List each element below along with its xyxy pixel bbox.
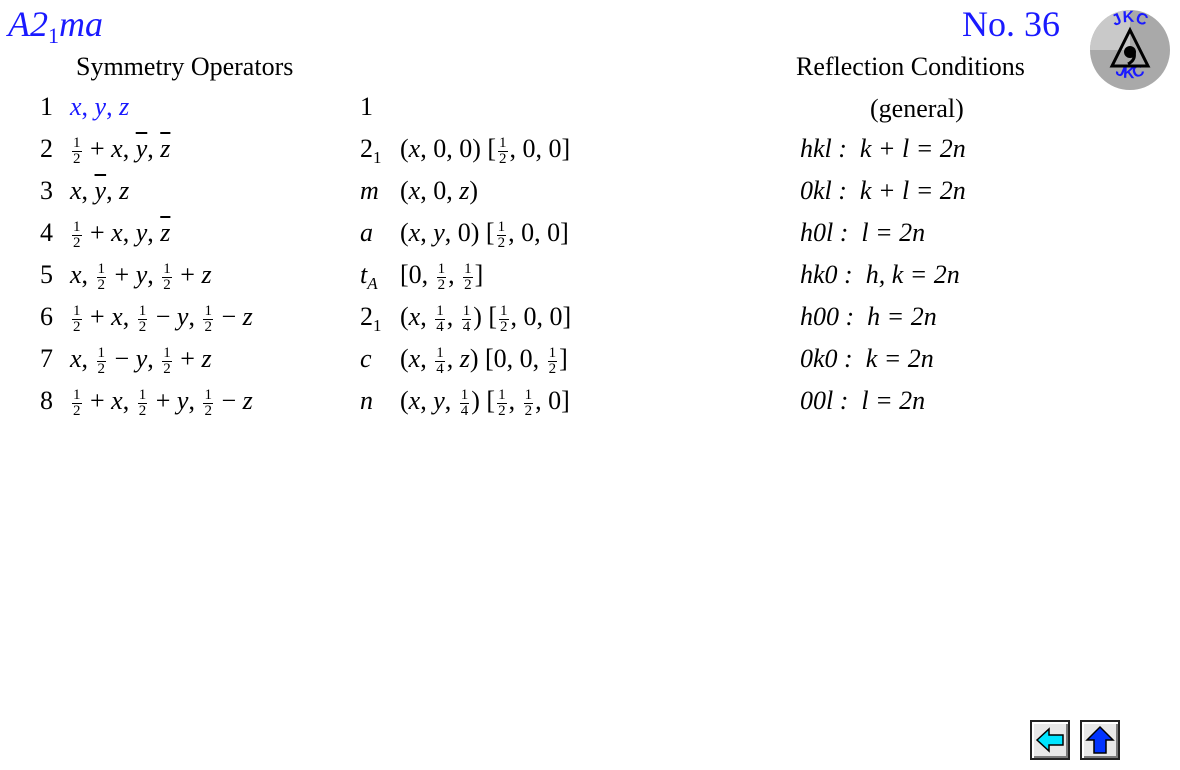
symmetry-element-location: (x, $\frac{1}{4}$ , z) [0, 0, $\frac{1}{2}$ ] xyxy=(400,344,568,377)
symmetry-element-location: (x, $\frac{1}{4}$ , $\frac{1}{4}$ ) [ $\frac{1}{2}$ , 0, 0] xyxy=(400,302,572,335)
back-button[interactable] xyxy=(1030,720,1070,760)
row-index: 2 xyxy=(40,134,53,163)
svg-text:JKC: JKC xyxy=(1113,61,1147,83)
coordinate-triplet: x, $\frac{1}{2}$ − y, $\frac{1}{2}$ + z xyxy=(70,344,212,377)
space-group-number: No. 36 xyxy=(962,4,1060,44)
row-index: 6 xyxy=(40,302,53,331)
general-label: (general) xyxy=(870,94,964,123)
coordinate-triplet: x, $\frac{1}{2}$ + y, $\frac{1}{2}$ + z xyxy=(70,260,212,293)
symmetry-element-symbol: n xyxy=(360,386,373,415)
coordinate-triplet: $\frac{1}{2}$ + x, y, $\overline{z}$ xyxy=(73,218,171,251)
jkc-logo-icon xyxy=(1088,8,1172,92)
symmetry-element-symbol: m xyxy=(360,176,379,205)
symmetry-element-location: (x, 0, 0) [ $\frac{1}{2}$ , 0, 0] xyxy=(400,134,571,167)
coordinate-triplet: $\frac{1}{2}$ + x, $\frac{1}{2}$ − y, $\frac{1}{2}$ − z xyxy=(73,302,253,335)
up-arrow-icon xyxy=(1085,725,1115,755)
row-index: 5 xyxy=(40,260,53,289)
reflection-condition: h0l : l = 2n xyxy=(800,218,926,247)
symmetry-element-location: (x, y, 0) [ $\frac{1}{2}$ , 0, 0] xyxy=(400,218,569,251)
row-index: 4 xyxy=(40,218,53,247)
symmetry-element-symbol: $t_A$ xyxy=(360,260,378,293)
coordinate-triplet: $\frac{1}{2}$ + x, $\overline{y}$, $\overline{z}$ xyxy=(73,134,171,167)
row-index: 7 xyxy=(40,344,53,373)
reflection-condition: hk0 : h, k = 2n xyxy=(800,260,960,289)
symmetry-operators-header: Symmetry Operators xyxy=(76,52,294,81)
symmetry-element-symbol: 1 xyxy=(360,92,373,121)
row-index: 3 xyxy=(40,176,53,205)
svg-text:JKC: JKC xyxy=(1109,8,1151,30)
reflection-condition: hkl : k + l = 2n xyxy=(800,134,966,163)
symmetry-element-symbol: $2_1$ xyxy=(360,302,382,335)
left-arrow-icon xyxy=(1035,725,1065,755)
up-button[interactable] xyxy=(1080,720,1120,760)
reflection-conditions-header: Reflection Conditions xyxy=(796,52,1025,81)
space-group-symbol: $A2_1ma$ xyxy=(8,4,103,48)
symmetry-element-symbol: c xyxy=(360,344,372,373)
row-index: 1 xyxy=(40,92,53,121)
symmetry-element-symbol: a xyxy=(360,218,373,247)
symmetry-element-symbol: $2_1$ xyxy=(360,134,382,167)
reflection-condition: h00 : h = 2n xyxy=(800,302,937,331)
symmetry-element-location: (x, y, $\frac{1}{4}$ ) [ $\frac{1}{2}$ , $\frac{1}{2}$ , 0] xyxy=(400,386,570,419)
symmetry-element-location: [0, $\frac{1}{2}$ , $\frac{1}{2}$ ] xyxy=(400,260,484,293)
reflection-condition: 0kl : k + l = 2n xyxy=(800,176,966,205)
reflection-condition: 0k0 : k = 2n xyxy=(800,344,934,373)
coordinate-triplet: x, $\overline{y}$, z xyxy=(70,176,130,205)
coordinate-triplet: $\frac{1}{2}$ + x, $\frac{1}{2}$ + y, $\frac{1}{2}$ − z xyxy=(73,386,253,419)
reflection-condition: 00l : l = 2n xyxy=(800,386,926,415)
row-index: 8 xyxy=(40,386,53,415)
coordinate-triplet: x, y, z xyxy=(70,92,130,121)
symmetry-element-location: (x, 0, z) xyxy=(400,176,479,205)
